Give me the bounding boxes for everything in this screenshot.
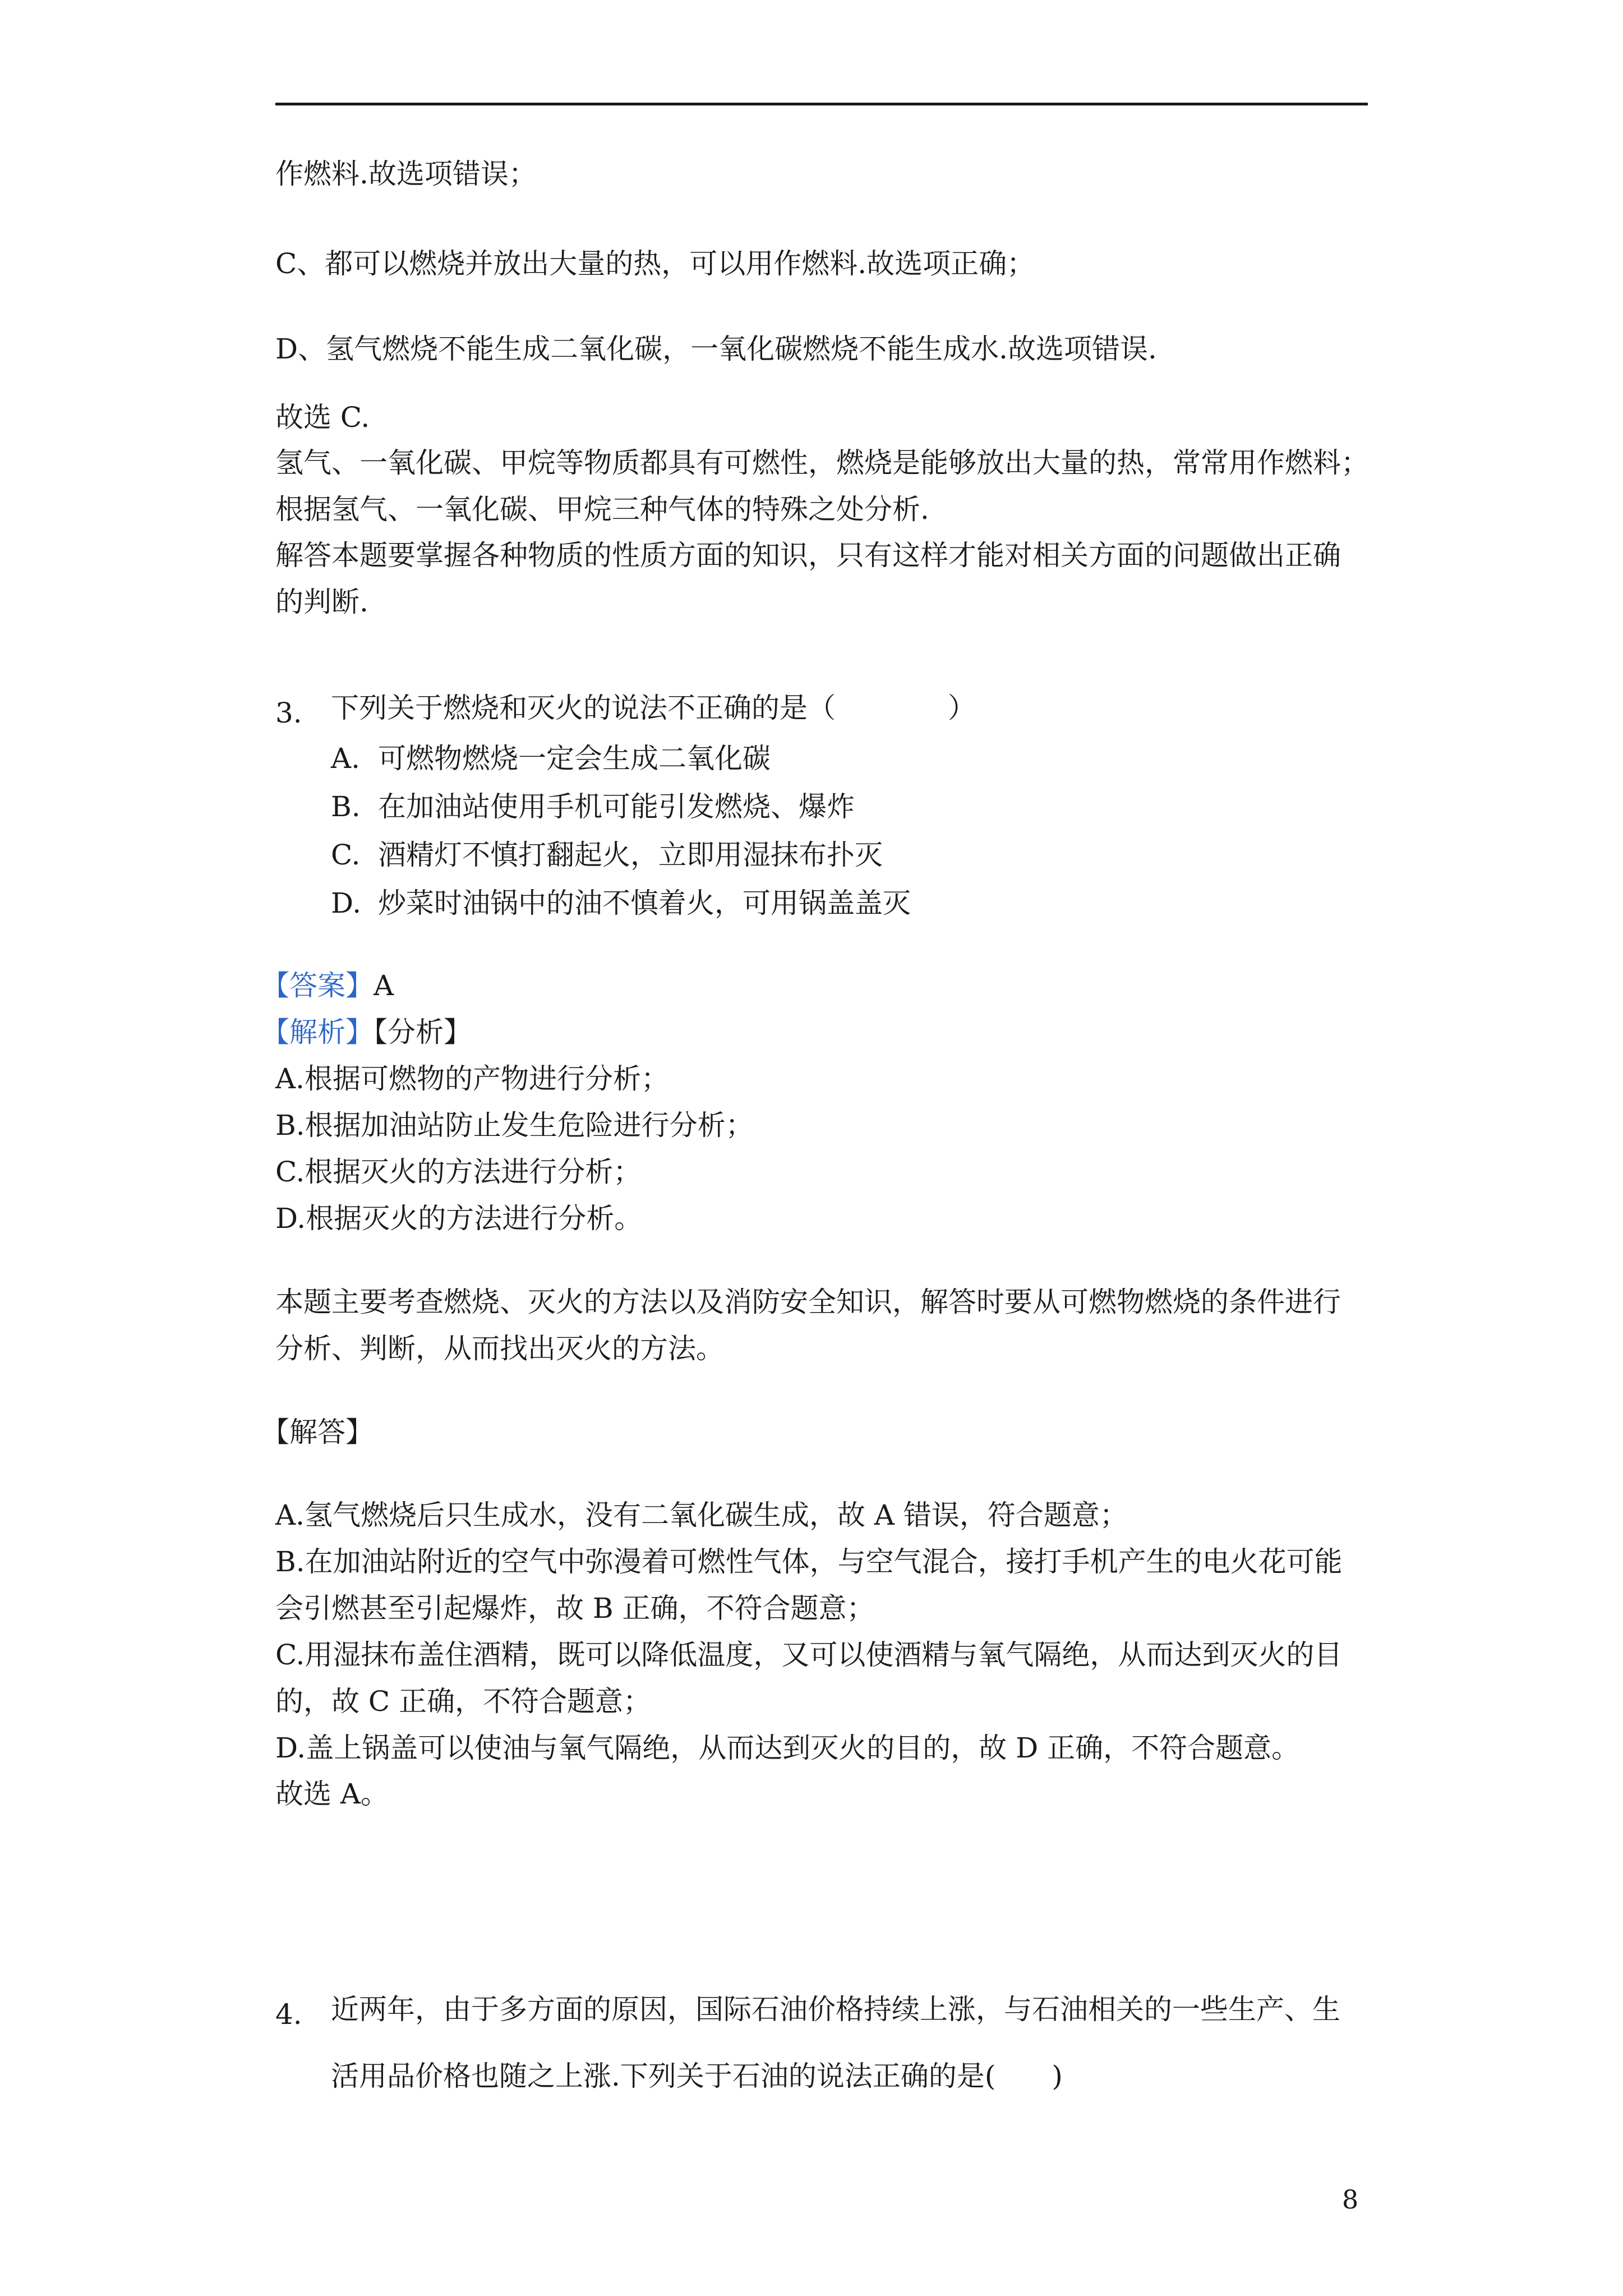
solution-line-3: 会引燃甚至引起爆炸，故 B 正确，不符合题意； xyxy=(275,1592,875,1625)
prev-solution-line-8: 的判断. xyxy=(275,586,368,618)
analysis-line-a: A.根据可燃物的产物进行分析； xyxy=(275,1062,670,1095)
option-b-letter: B. xyxy=(331,790,361,823)
summary-line-1: 本题主要考查燃烧、灭火的方法以及消防安全知识，解答时要从可燃物燃烧的条件进行 xyxy=(275,1286,1341,1318)
solution-line-4: C.用湿抹布盖住酒精，既可以降低温度，又可以使酒精与氧气隔绝，从而达到灭火的目 xyxy=(275,1639,1343,1671)
option-b-text: 在加油站使用手机可能引发燃烧、爆炸 xyxy=(378,790,855,823)
prev-solution-line-3: D、氢气燃烧不能生成二氧化碳，一氧化碳燃烧不能生成水.故选项错误. xyxy=(275,333,1157,365)
prev-solution-line-1: 作燃料.故选项错误； xyxy=(275,158,537,190)
analysis-line-c: C.根据灭火的方法进行分析； xyxy=(275,1156,642,1188)
analysis-line-d: D.根据灭火的方法进行分析。 xyxy=(275,1202,643,1235)
question-3-option-a xyxy=(331,742,771,775)
option-d-letter: D. xyxy=(331,887,362,919)
option-a-text: 可燃物燃烧一定会生成二氧化碳 xyxy=(378,742,771,775)
solution-line-2: B.在加油站附近的空气中弥漫着可燃性气体，与空气混合，接打手机产生的电火花可能 xyxy=(275,1545,1343,1578)
answer-tag: 【答案】 xyxy=(261,969,374,1002)
option-c-text: 酒精灯不慎打翻起火，立即用湿抹布扑灭 xyxy=(378,839,883,871)
question-4-number: 4. xyxy=(275,1998,302,2031)
option-a-letter: A. xyxy=(331,742,361,775)
answer-line xyxy=(261,969,394,1002)
solution-line-5: 的，故 C 正确，不符合题意； xyxy=(275,1685,652,1718)
question-4-stem-line-1: 近两年，由于多方面的原因，国际石油价格持续上涨，与石油相关的一些生产、生 xyxy=(331,1993,1340,2026)
prev-solution-line-5: 氢气、一氧化碳、甲烷等物质都具有可燃性，燃烧是能够放出大量的热，常常用作燃料； xyxy=(275,447,1369,479)
question-3-option-b xyxy=(331,790,855,823)
question-3-stem: 下列关于燃烧和灭火的说法不正确的是（ ） xyxy=(331,692,976,724)
summary-line-2: 分析、判断，从而找出灭火的方法。 xyxy=(275,1332,724,1365)
solution-line-7: 故选 A。 xyxy=(275,1778,389,1810)
question-4-stem-line-2: 活用品价格也随之上涨.下列关于石油的说法正确的是( ) xyxy=(331,2060,1063,2092)
solution-line-6: D.盖上锅盖可以使油与氧气隔绝，从而达到灭火的目的，故 D 正确，不符合题意。 xyxy=(275,1732,1300,1764)
question-3-number: 3. xyxy=(275,697,302,729)
analysis-heading: 【分析】 xyxy=(374,1016,472,1048)
question-3-option-d xyxy=(331,886,911,920)
solution-heading: 【解答】 xyxy=(261,1416,374,1448)
prev-solution-line-6: 根据氢气、一氧化碳、甲烷三种气体的特殊之处分析. xyxy=(275,493,929,526)
analysis-tag: 【解析】 xyxy=(261,1016,374,1048)
prev-solution-line-4: 故选 C. xyxy=(275,401,370,434)
answer-value: A xyxy=(374,969,394,1002)
prev-solution-line-7: 解答本题要掌握各种物质的性质方面的知识，只有这样才能对相关方面的问题做出正确 xyxy=(275,539,1341,572)
question-3-option-c xyxy=(331,838,883,872)
prev-solution-line-2: C、都可以燃烧并放出大量的热，可以用作燃料.故选项正确； xyxy=(275,247,1035,280)
header-rule xyxy=(275,103,1368,105)
option-d-text: 炒菜时油锅中的油不慎着火，可用锅盖盖灭 xyxy=(378,887,911,919)
page-number: 8 xyxy=(1342,2184,1359,2215)
solution-line-1: A.氢气燃烧后只生成水，没有二氧化碳生成，故 A 错误，符合题意； xyxy=(275,1499,1128,1531)
analysis-line-b: B.根据加油站防止发生危险进行分析； xyxy=(275,1109,754,1142)
option-c-letter: C. xyxy=(331,839,361,871)
analysis-line xyxy=(261,1015,472,1049)
